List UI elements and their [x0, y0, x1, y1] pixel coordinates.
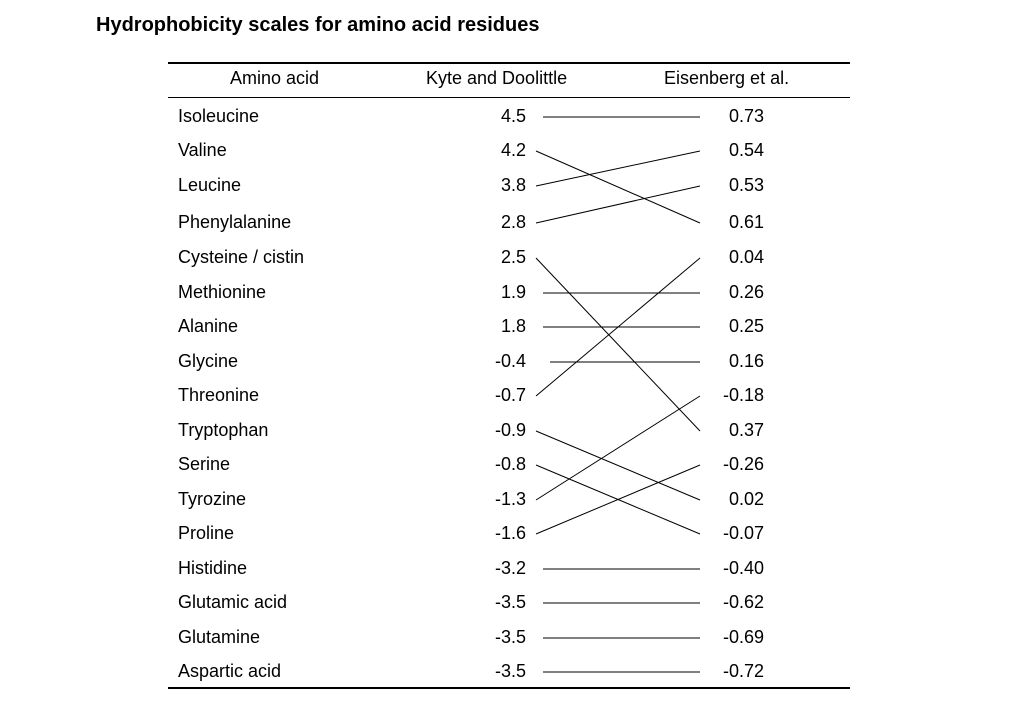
amino-acid-name: Aspartic acid: [178, 661, 282, 681]
amino-acid-name: Threonine: [178, 385, 260, 405]
eisenberg-value: 0.16: [728, 351, 764, 371]
eisenberg-value: 0.26: [728, 282, 764, 302]
kyte-doolittle-value: -0.8: [494, 454, 526, 474]
eisenberg-value: -0.18: [722, 385, 764, 405]
kyte-doolittle-value: -0.7: [494, 385, 526, 405]
eisenberg-value: -0.26: [722, 454, 764, 474]
amino-acid-name: Leucine: [178, 175, 242, 195]
amino-acid-name: Valine: [178, 140, 227, 160]
eisenberg-value: -0.62: [722, 592, 764, 612]
kyte-doolittle-value: -1.3: [494, 489, 526, 509]
table-row: [168, 592, 850, 618]
table-row: [168, 454, 850, 480]
amino-acid-name: Tyrozine: [178, 489, 247, 509]
table-row: [168, 351, 850, 377]
amino-acid-name: Serine: [178, 454, 231, 474]
amino-acid-name: Glycine: [178, 351, 239, 371]
table-row: [168, 106, 850, 132]
column-header-kyte-doolittle: Kyte and Doolittle: [426, 68, 568, 88]
amino-acid-name: Glutamine: [178, 627, 261, 647]
table-row: [168, 661, 850, 687]
kyte-doolittle-value: 1.8: [500, 316, 526, 336]
table-row: [168, 175, 850, 201]
table-row: [168, 489, 850, 515]
eisenberg-value: -0.69: [722, 627, 764, 647]
kyte-doolittle-value: -3.2: [494, 558, 526, 578]
kyte-doolittle-value: -0.9: [494, 420, 526, 440]
eisenberg-value: 0.04: [728, 247, 764, 267]
amino-acid-name: Phenylalanine: [178, 212, 292, 232]
kyte-doolittle-value: -3.5: [494, 592, 526, 612]
table-body: [168, 62, 850, 690]
table-row: [168, 140, 850, 166]
eisenberg-value: 0.25: [728, 316, 764, 336]
column-header-amino-acid: Amino acid: [230, 68, 320, 88]
amino-acid-name: Cysteine / cistin: [178, 247, 305, 267]
eisenberg-value: 0.54: [728, 140, 764, 160]
kyte-doolittle-value: -3.5: [494, 627, 526, 647]
eisenberg-value: -0.72: [722, 661, 764, 681]
table-row: [168, 247, 850, 273]
table-row: [168, 385, 850, 411]
amino-acid-name: Isoleucine: [178, 106, 260, 126]
table-row: [168, 282, 850, 308]
table-row: [168, 420, 850, 446]
kyte-doolittle-value: -0.4: [494, 351, 526, 371]
kyte-doolittle-value: 3.8: [500, 175, 526, 195]
kyte-doolittle-value: 2.5: [500, 247, 526, 267]
amino-acid-name: Proline: [178, 523, 235, 543]
table-row: [168, 627, 850, 653]
eisenberg-value: -0.40: [722, 558, 764, 578]
kyte-doolittle-value: 1.9: [500, 282, 526, 302]
kyte-doolittle-value: 4.5: [500, 106, 526, 126]
amino-acid-name: Glutamic acid: [178, 592, 288, 612]
kyte-doolittle-value: 2.8: [500, 212, 526, 232]
table-bottom-rule: [168, 687, 850, 689]
eisenberg-value: 0.61: [728, 212, 764, 232]
kyte-doolittle-value: -1.6: [494, 523, 526, 543]
amino-acid-name: Tryptophan: [178, 420, 269, 440]
kyte-doolittle-value: -3.5: [494, 661, 526, 681]
amino-acid-name: Histidine: [178, 558, 248, 578]
hydrophobicity-table: [168, 62, 850, 690]
amino-acid-name: Alanine: [178, 316, 239, 336]
column-header-eisenberg: Eisenberg et al.: [664, 68, 790, 88]
eisenberg-value: 0.02: [728, 489, 764, 509]
eisenberg-value: 0.53: [728, 175, 764, 195]
amino-acid-name: Methionine: [178, 282, 267, 302]
table-row: [168, 316, 850, 342]
kyte-doolittle-value: 4.2: [500, 140, 526, 160]
eisenberg-value: -0.07: [722, 523, 764, 543]
table-row: [168, 212, 850, 238]
table-row: [168, 558, 850, 584]
table-row: [168, 523, 850, 549]
page-title: Hydrophobicity scales for amino acid residues: [96, 14, 540, 36]
eisenberg-value: 0.73: [728, 106, 764, 126]
eisenberg-value: 0.37: [728, 420, 764, 440]
